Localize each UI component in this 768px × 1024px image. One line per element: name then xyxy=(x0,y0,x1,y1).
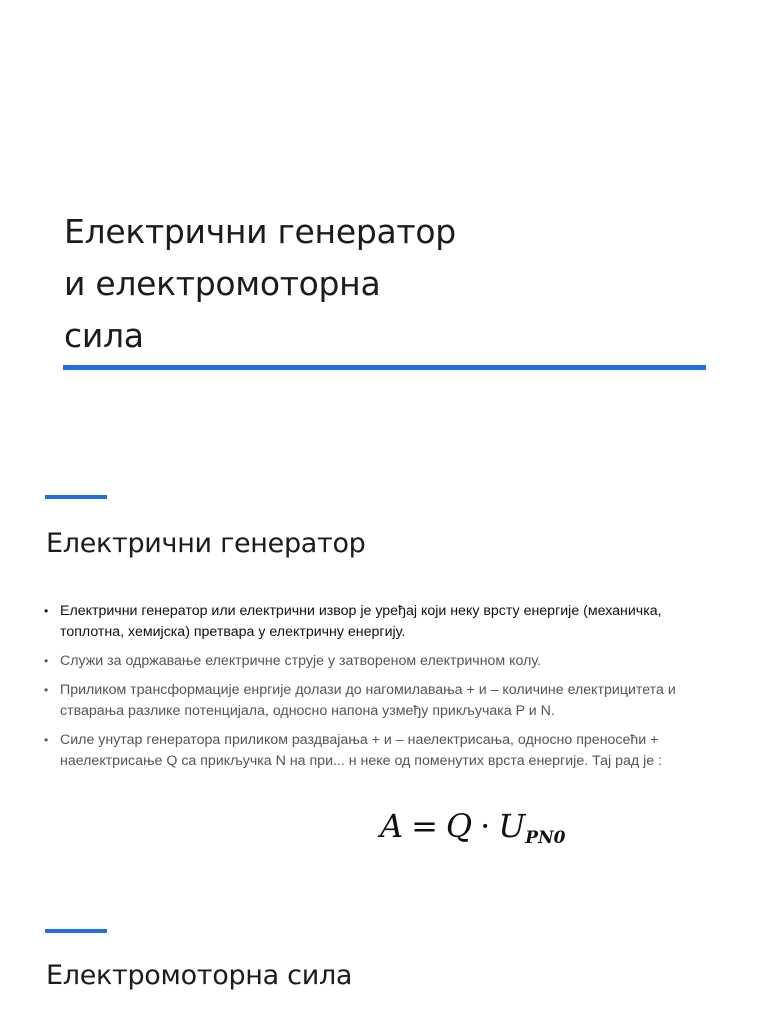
section-accent-bar xyxy=(45,495,107,499)
formula-dot: · xyxy=(480,807,491,845)
section-accent-bar xyxy=(45,929,107,933)
page-title-line-2: и електромоторна xyxy=(64,264,381,303)
formula-voltage-symbol: U xyxy=(498,807,526,845)
formula-work-symbol: A xyxy=(380,807,404,845)
page-title xyxy=(64,206,456,362)
page-title-line-3: сила xyxy=(64,316,144,355)
bullet-item: • Приликом трансформације енргије долази до нагомилавања + и – количине електрицитета и стварања разлике потенцијала, односно напона узмеђу прикључака P и N. xyxy=(44,680,720,722)
section-heading-generator: Електрични генератор xyxy=(46,528,366,559)
section-heading-emf: Електромоторна сила xyxy=(46,960,353,991)
work-formula xyxy=(380,804,565,854)
bullet-list xyxy=(44,601,720,780)
formula-charge-symbol: Q xyxy=(445,807,473,845)
bullet-item: • Служи за одржавање електричне струје у затвореном електричном колу. xyxy=(44,651,720,672)
page-title-line-1: Електрични генератор xyxy=(64,212,456,251)
formula-equals: = xyxy=(411,807,438,845)
bullet-item: • Силе унутар генератора приликом раздвајања + и – наелектрисања, односно преносећи + наелектрисање Q са прикључка N на при... н неке од поменутих врста енергије. Тај рад је : xyxy=(44,730,720,772)
bullet-item: • Електрични генератор или електрични извор је уређај који неку врсту енергије (механичка, топлотна, хемијска) претвара у електричну енергију. xyxy=(44,601,720,643)
formula-voltage-subscript: PN0 xyxy=(525,828,566,848)
title-divider xyxy=(63,365,706,370)
